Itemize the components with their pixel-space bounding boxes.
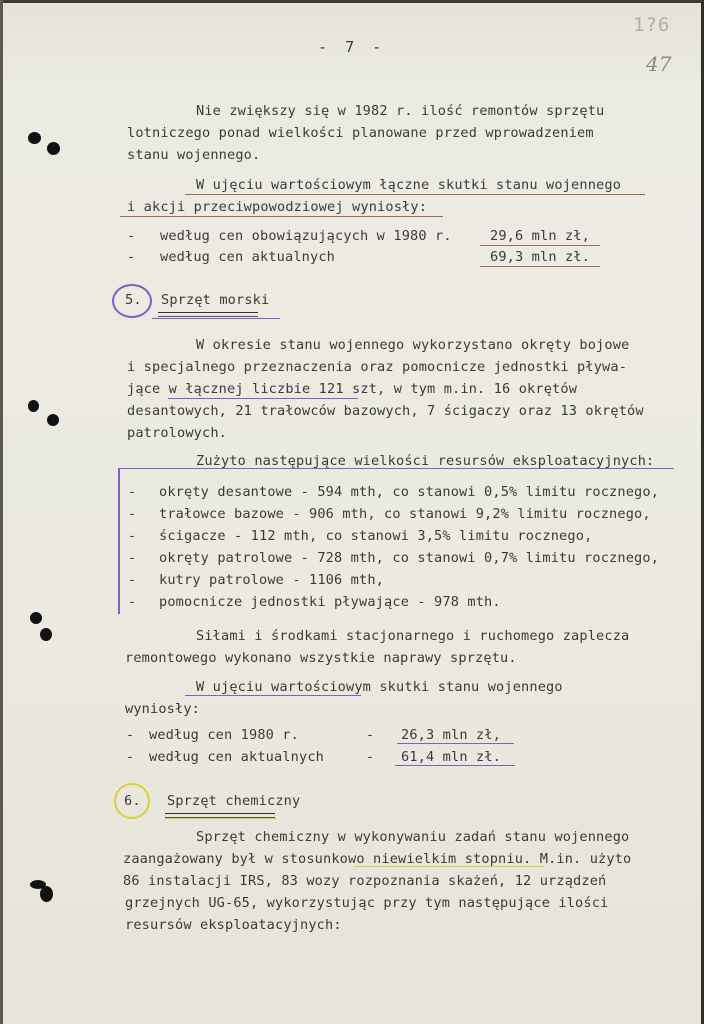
pencil-underline	[185, 695, 361, 696]
value-amount: 61,4 mln zł.	[401, 749, 502, 765]
pencil-underline	[397, 743, 514, 744]
punch-hole	[40, 628, 52, 641]
marker-underline	[354, 866, 544, 867]
value-dash: -	[126, 749, 135, 765]
pencil-margin-bar	[118, 468, 120, 614]
list-dash: -	[127, 228, 136, 244]
section6-number: 6.	[124, 793, 141, 809]
punch-hole	[40, 886, 53, 902]
para1-line: stanu wojennego.	[127, 147, 261, 163]
list-dash: -	[127, 249, 136, 265]
value-intro-line: wyniosły:	[125, 701, 201, 717]
resource-dash: -	[128, 484, 137, 500]
archive-stamp: 1?6	[633, 14, 671, 36]
section5-para-line: W okresie stanu wojennego wykorzystano okręty bojowe	[196, 337, 630, 353]
punch-hole	[28, 132, 41, 144]
section6-para-line: resursów eksploatacyjnych:	[125, 917, 342, 933]
value-sep: -	[366, 727, 375, 743]
para2-line: W ujęciu wartościowym łączne skutki stanu wojennego	[196, 177, 622, 193]
para1-line: Nie zwiększy się w 1982 r. ilość remontów sprzętu	[196, 103, 605, 119]
repairs-line: Siłami i środkami stacjonarnego i ruchomego zaplecza	[196, 628, 630, 644]
list-label: według cen aktualnych	[160, 249, 336, 265]
section5-title: Sprzęt morski	[161, 292, 270, 308]
value-intro-line: W ujęciu wartościowym skutki stanu wojennego	[196, 679, 563, 695]
value-sep: -	[366, 749, 375, 765]
pencil-underline	[395, 765, 515, 766]
section5-para-line: jące w łącznej liczbie 121 szt, w tym m.in. 16 okrętów	[127, 381, 578, 397]
value-dash: -	[126, 727, 135, 743]
value-amount: 26,3 mln zł,	[401, 727, 502, 743]
section5-para-line: desantowych, 21 trałowców bazowych, 7 ścigaczy oraz 13 okrętów	[127, 403, 644, 419]
value-label: według cen 1980 r.	[149, 727, 300, 743]
section6-para-line: zaangażowany był w stosunkowo niewielkim stopniu. M.in. użyto	[123, 851, 632, 867]
punch-hole	[28, 400, 39, 412]
pencil-underline	[168, 398, 358, 399]
pencil-underline	[118, 468, 674, 469]
resource-dash: -	[128, 528, 137, 544]
marker-underline	[165, 818, 277, 819]
punch-hole	[30, 612, 42, 624]
page-number: - 7 -	[318, 38, 382, 56]
section5-para-line: patrolowych.	[127, 425, 228, 441]
resources-intro: Zużyto następujące wielkości resursów eksploatacyjnych:	[196, 453, 655, 469]
resource-dash: -	[128, 506, 137, 522]
value-label: według cen aktualnych	[149, 749, 325, 765]
section5-number: 5.	[125, 292, 142, 308]
section6-title: Sprzęt chemiczny	[167, 793, 301, 809]
pencil-underline	[152, 318, 280, 319]
resource-dash: -	[128, 594, 137, 610]
resource-item: pomocnicze jednostki pływające - 978 mth.	[159, 594, 501, 610]
para1-line: lotniczego ponad wielkości planowane przed wprowadzeniem	[127, 125, 594, 141]
pencil-underline	[480, 266, 600, 267]
list-label: według cen obowiązujących w 1980 r.	[160, 228, 452, 244]
resource-dash: -	[128, 572, 137, 588]
resource-item: kutry patrolowe - 1106 mth,	[159, 572, 385, 588]
resource-item: ścigacze - 112 mth, co stanowi 3,5% limitu rocznego,	[159, 528, 593, 544]
section6-para-line: Sprzęt chemiczny w wykonywaniu zadań stanu wojennego	[196, 829, 630, 845]
resource-item: okręty desantowe - 594 mth, co stanowi 0,5% limitu rocznego,	[159, 484, 660, 500]
repairs-line: remontowego wykonano wszystkie naprawy sprzętu.	[125, 650, 517, 666]
list-value: 69,3 mln zł.	[490, 249, 591, 265]
resource-item: okręty patrolowe - 728 mth, co stanowi 0,7% limitu rocznego,	[159, 550, 660, 566]
resource-dash: -	[128, 550, 137, 566]
para2-line: i akcji przeciwpowodziowej wyniosły:	[127, 199, 428, 215]
section6-para-line: grzejnych UG-65, wykorzystując przy tym następujące ilości	[125, 895, 609, 911]
page-edge	[0, 0, 3, 1024]
pencil-underline	[120, 216, 443, 217]
handwritten-folio: 47	[646, 52, 672, 76]
section6-para-line: 86 instalacji IRS, 83 wozy rozpoznania skażeń, 12 urządzeń	[123, 873, 607, 889]
title-underline	[158, 312, 258, 317]
list-value: 29,6 mln zł,	[490, 228, 591, 244]
pencil-underline	[480, 245, 600, 246]
punch-hole	[47, 414, 59, 426]
pencil-underline	[185, 194, 645, 195]
section5-para-line: i specjalnego przeznaczenia oraz pomocnicze jednostki pływa-	[127, 359, 628, 375]
punch-hole	[47, 142, 60, 155]
resource-item: trałowce bazowe - 906 mth, co stanowi 9,2% limitu rocznego,	[159, 506, 651, 522]
